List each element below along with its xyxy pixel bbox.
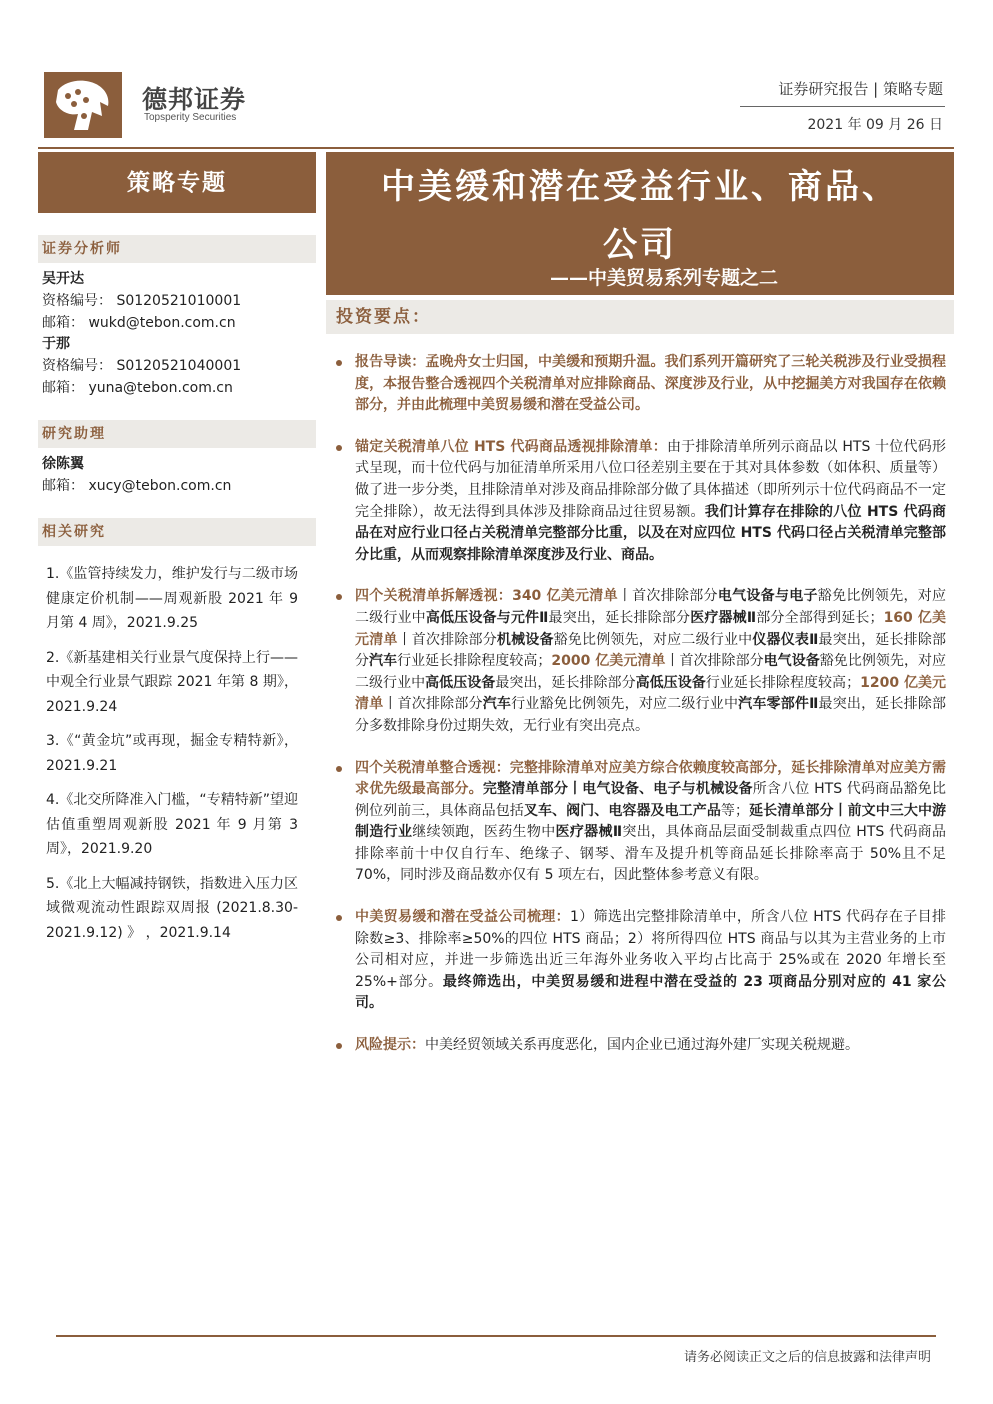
investment-highlights-heading: 投资要点：	[326, 300, 954, 334]
disclaimer-text: 请务必阅读正文之后的信息披露和法律声明	[683, 1350, 931, 1365]
highlight-lead: 中美贸易缓和潜在受益公司梳理：	[355, 909, 570, 926]
brand-name-en: Topsperity Securities	[144, 112, 237, 123]
analyst-email[interactable]: 邮箱： wukd@tebon.com.cn	[42, 315, 236, 331]
bullet-icon	[336, 594, 342, 600]
keyword: 机械设备	[496, 631, 554, 648]
highlight-item	[334, 907, 946, 1015]
tebon-logo-icon	[44, 72, 122, 138]
related-item[interactable]: 2.《新基建相关行业景气度保持上行——中观全行业景气跟踪 2021 年第 8 期》，2021.9.24	[46, 649, 298, 715]
report-subtitle: ——中美贸易系列专题之二	[549, 267, 778, 289]
highlight-item	[334, 437, 946, 567]
analyst-name: 吴开达	[42, 271, 84, 287]
brand-name-cn: 德邦证券	[142, 85, 247, 114]
highlight-bold: 最终筛选出，中美贸易缓和进程中潜在受益的 23 项商品分别对应的 41 家公司。	[355, 973, 946, 1012]
highlight-text: 丨首次排除部分	[383, 696, 483, 713]
highlight-lead: 四个关税清单整合透视：完整排除清单对应美方综合依赖度较高部分，延长排除清单对应美方需求优先级最高部分。	[355, 759, 946, 798]
highlight-item	[334, 586, 946, 737]
keyword: 汽车	[369, 653, 398, 670]
keyword: 医疗器械Ⅱ	[690, 609, 757, 626]
analysts-heading: 证券分析师	[38, 235, 316, 263]
highlight-text: 豁免比例领先，对应二级行业中	[553, 631, 753, 648]
highlight-lead: 锚定关税清单八位 HTS 代码商品透视排除清单：	[355, 438, 667, 455]
analyst-name: 于那	[42, 336, 70, 352]
highlight-text: 最突出，延长排除部分多数排除身份过期失效，无行业有突出亮点。	[355, 696, 947, 734]
assistant-email[interactable]: 邮箱： xucy@tebon.com.cn	[42, 478, 232, 494]
highlight-text: 由于排除清单所列示商品以 HTS 十位代码形式呈现，而十位代码与加征清单所采用八位口径差别主要在于其对具体参数（如体积、质量等）做了进一步分类，且排除清单对涉及商品排除部分做了具体描述（即所列示十位代码商品不一定完全排除），故无法得到具体涉及排除商品过往贸易额。	[355, 438, 946, 520]
list-label: 2000 亿美元清单	[551, 653, 666, 670]
highlight-text: 丨首次排除部分	[397, 631, 497, 648]
report-date: 2021 年 09 月 26 日	[807, 117, 943, 133]
highlight-text: 丨首次排除部分	[665, 653, 764, 670]
highlight-text: 丨首次排除部分	[617, 588, 718, 605]
highlight-text: 突出，具体商品层面受制裁重点四位 HTS 代码商品排除率前十中仅自行车、绝缘子、钢琴、滑车及提升机等商品延长排除率高于 50%且不足 70%，同时涉及商品数亦仅有 5 项左右，因此整体参考意义有限。	[355, 824, 947, 884]
highlight-text: 行业延长排除程度较高；	[397, 653, 552, 670]
highlight-item	[334, 352, 946, 417]
list-label: 1200 亿美元清单	[355, 674, 947, 713]
analyst-cert: 资格编号： S0120521010001	[42, 293, 242, 309]
keyword: 电气设备与电子	[717, 588, 818, 605]
keyword: 高低压设备	[425, 674, 496, 691]
related-item[interactable]: 1.《监管持续发力，维护发行与二级市场健康定价机制——周观新股 2021 年 9 月第 4 周》，2021.9.25	[46, 566, 298, 631]
highlight-item	[334, 1035, 946, 1057]
highlight-lead: 报告导读：孟晚舟女士归国，中美缓和预期升温。我们系列开篇研究了三轮关税涉及行业受损程度，本报告整合透视四个关税清单对应排除商品、深度涉及行业，从中挖掘美方对我国存在依赖部分，并由此梳理中美贸易缓和潜在受益公司。	[355, 354, 946, 414]
title-box	[326, 152, 954, 295]
header-divider	[740, 106, 945, 107]
keyword: 电气设备	[763, 653, 820, 670]
footer-divider	[56, 1335, 936, 1337]
keyword: 叉车、阀门、电容器及电工产品	[523, 802, 721, 819]
bullet-icon	[336, 1043, 342, 1049]
keyword: 医疗器械Ⅱ	[555, 824, 623, 841]
highlight-text: 最突出，延长排除部分	[495, 674, 636, 691]
assistant-heading: 研究助理	[38, 420, 316, 448]
keyword: 汽车	[482, 696, 512, 713]
highlight-text: 1）筛选出完整排除清单中，所含八位 HTS 代码存在子目排除数≥3、排除率≥50%的四位 HTS 商品；2）将所得四位 HTS 商品与以其为主营业务的上市公司相对应，并进一步筛选出近三年海外业务收入平均占比高于 25%或在 2020 年增长至 25%+部分。	[355, 909, 947, 990]
highlight-bold: 我们计算存在排除的八位 HTS 代码商品在对应行业口径占关税清单完整部分比重，以及在对应四位 HTS 代码口径占关税清单完整部分比重，从而观察排除清单深度涉及行业、商品。	[355, 503, 946, 563]
list-label: 160 亿美元清单	[355, 609, 946, 648]
keyword: 高低压设备与元件Ⅱ	[425, 609, 549, 626]
analyst-email[interactable]: 邮箱： yuna@tebon.com.cn	[42, 380, 233, 396]
highlight-text: 最突出，延长排除部分	[355, 631, 947, 670]
highlight-lead: 四个关税清单拆解透视：	[355, 588, 513, 605]
highlight-text: 最突出，延长排除部分	[548, 609, 691, 626]
highlight-text: 中美经贸领域关系再度恶化，国内企业已通过海外建厂实现关税规避。	[425, 1037, 859, 1054]
highlight-text: 等；	[720, 802, 749, 819]
analyst-cert: 资格编号： S0120521040001	[42, 358, 242, 374]
category-banner: 策略专题	[38, 152, 316, 213]
highlight-lead: 风险提示：	[355, 1037, 425, 1054]
title-line: 公司	[603, 225, 677, 265]
keyword: 完整清单部分丨电气设备、电子与机械设备	[482, 781, 753, 798]
bullet-icon	[336, 445, 342, 451]
highlight-text: 豁免比例领先，对应二级行业中	[355, 588, 947, 626]
highlight-text: 继续领跑，医药生物中	[412, 824, 556, 841]
keyword: 高低压设备	[635, 674, 706, 691]
highlight-text: 行业延长排除程度较高；	[705, 674, 861, 691]
highlight-text: 行业豁免比例领先，对应二级行业中	[511, 696, 739, 713]
highlight-text: 所含八位 HTS 代码商品豁免比例位列前三，具体商品包括	[355, 781, 946, 819]
bullet-icon	[336, 915, 342, 921]
list-label: 340 亿美元清单	[512, 588, 618, 605]
bullet-icon	[336, 360, 342, 366]
keyword: 延长清单部分丨前文中三大中游制造行业	[355, 802, 947, 841]
keyword: 仪器仪表Ⅱ	[752, 631, 819, 648]
investment-highlights	[334, 352, 946, 1077]
related-research-list	[46, 562, 298, 955]
top-divider	[38, 147, 954, 149]
related-item[interactable]: 4.《北交所降准入门槛，“专精特新”望迎估值重塑周观新股 2021 年 9 月第 3 周》，2021.9.20	[46, 792, 298, 857]
report-type: 证券研究报告 | 策略专题	[778, 80, 943, 98]
related-item[interactable]: 5.《北上大幅减持钢铁，指数进入压力区域微观流动性跟踪双周报 (2021.8.30-2021.9.12) 》 ，2021.9.14	[46, 875, 298, 941]
assistant-name: 徐陈翼	[42, 456, 84, 472]
related-research-heading: 相关研究	[38, 518, 316, 546]
highlight-item	[334, 758, 946, 888]
related-item[interactable]: 3.《“黄金坑”或再现，掘金专精特新》，2021.9.21	[46, 733, 298, 774]
bullet-icon	[336, 766, 342, 772]
title-line: 中美缓和潜在受益行业、商品、	[381, 167, 899, 207]
report-title	[326, 158, 954, 274]
highlight-text: 豁免比例领先，对应二级行业中	[355, 653, 947, 691]
keyword: 汽车零部件Ⅱ	[738, 696, 819, 713]
highlight-text: 部分全部得到延长；	[756, 609, 884, 626]
